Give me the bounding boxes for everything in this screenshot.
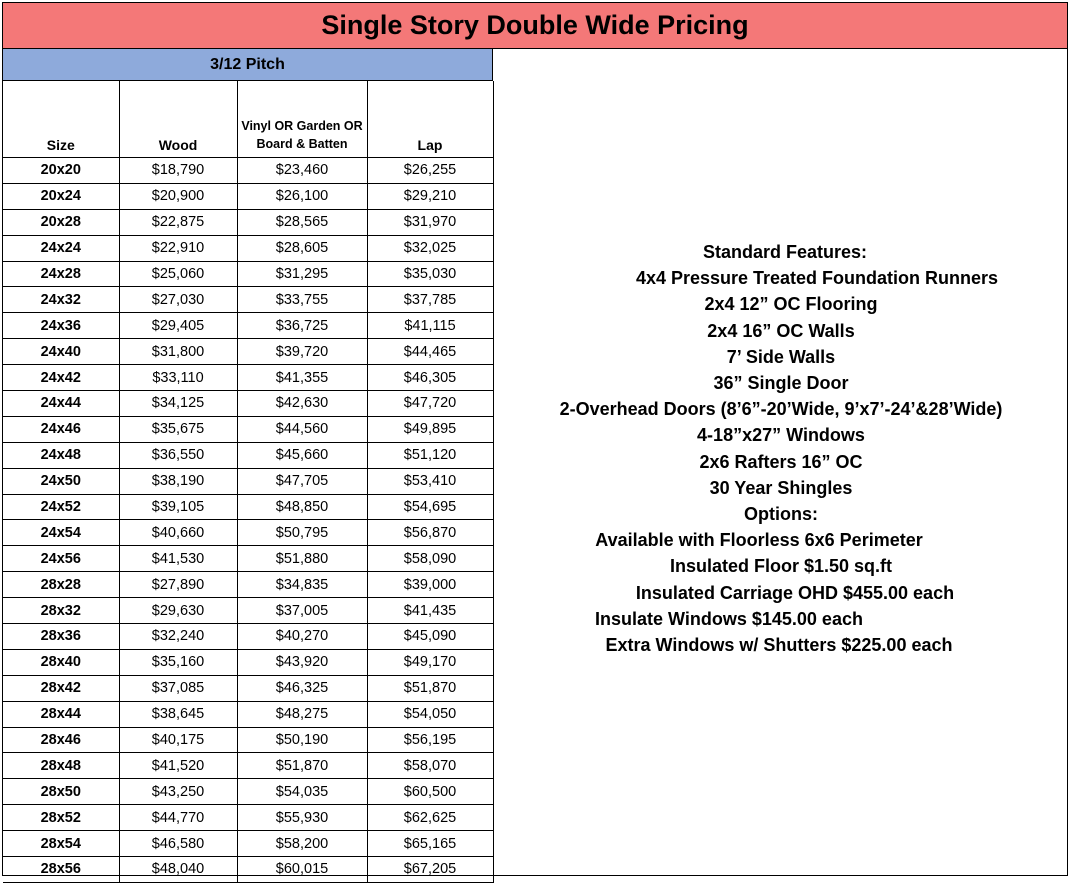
column-header-wood: Wood bbox=[119, 81, 237, 158]
feature-line: Insulate Windows $145.00 each bbox=[595, 608, 863, 629]
size-cell: 28x46 bbox=[3, 727, 119, 753]
size-cell: 24x44 bbox=[3, 391, 119, 417]
table-row bbox=[3, 158, 493, 184]
lap-price-cell: $56,870 bbox=[367, 520, 493, 546]
vinyl-price-cell: $28,565 bbox=[237, 209, 367, 235]
table-row bbox=[3, 701, 493, 727]
table-row bbox=[3, 649, 493, 675]
lap-price-cell: $37,785 bbox=[367, 287, 493, 313]
lap-price-cell: $46,305 bbox=[367, 365, 493, 391]
vinyl-price-cell: $33,755 bbox=[237, 287, 367, 313]
column-header-lap: Lap bbox=[367, 81, 493, 158]
table-row bbox=[3, 183, 493, 209]
vinyl-price-cell: $23,460 bbox=[237, 158, 367, 184]
page-title: Single Story Double Wide Pricing bbox=[3, 3, 1067, 49]
wood-price-cell: $31,800 bbox=[119, 339, 237, 365]
wood-price-cell: $33,110 bbox=[119, 365, 237, 391]
wood-price-cell: $38,645 bbox=[119, 701, 237, 727]
size-cell: 24x42 bbox=[3, 365, 119, 391]
vinyl-price-cell: $51,880 bbox=[237, 546, 367, 572]
wood-price-cell: $38,190 bbox=[119, 468, 237, 494]
lap-price-cell: $31,970 bbox=[367, 209, 493, 235]
feature-line: 7’ Side Walls bbox=[726, 346, 836, 367]
lap-price-cell: $49,895 bbox=[367, 416, 493, 442]
lap-price-cell: $29,210 bbox=[367, 183, 493, 209]
lap-price-cell: $41,435 bbox=[367, 598, 493, 624]
size-cell: 20x20 bbox=[3, 158, 119, 184]
lap-price-cell: $35,030 bbox=[367, 261, 493, 287]
vinyl-price-cell: $26,100 bbox=[237, 183, 367, 209]
vinyl-price-cell: $41,355 bbox=[237, 365, 367, 391]
size-cell: 28x28 bbox=[3, 572, 119, 598]
wood-price-cell: $41,520 bbox=[119, 753, 237, 779]
table-row bbox=[3, 287, 493, 313]
feature-line: Insulated Carriage OHD $455.00 each bbox=[635, 582, 955, 603]
column-header-vinyl-label: Vinyl OR Garden OR Board & Batten bbox=[241, 119, 363, 151]
table-row bbox=[3, 442, 493, 468]
table-row bbox=[3, 468, 493, 494]
feature-line: Available with Floorless 6x6 Perimeter bbox=[595, 530, 923, 551]
table-row bbox=[3, 416, 493, 442]
lap-price-cell: $58,070 bbox=[367, 753, 493, 779]
pricing-table-body bbox=[3, 158, 493, 883]
wood-price-cell: $43,250 bbox=[119, 779, 237, 805]
size-cell: 28x56 bbox=[3, 857, 119, 883]
wood-price-cell: $35,160 bbox=[119, 649, 237, 675]
lap-price-cell: $60,500 bbox=[367, 779, 493, 805]
wood-price-cell: $39,105 bbox=[119, 494, 237, 520]
size-cell: 24x54 bbox=[3, 520, 119, 546]
lap-price-cell: $32,025 bbox=[367, 235, 493, 261]
pricing-table bbox=[3, 81, 494, 883]
vinyl-price-cell: $28,605 bbox=[237, 235, 367, 261]
wood-price-cell: $20,900 bbox=[119, 183, 237, 209]
size-cell: 24x32 bbox=[3, 287, 119, 313]
wood-price-cell: $40,660 bbox=[119, 520, 237, 546]
wood-price-cell: $25,060 bbox=[119, 261, 237, 287]
wood-price-cell: $41,530 bbox=[119, 546, 237, 572]
size-cell: 24x40 bbox=[3, 339, 119, 365]
vinyl-price-cell: $43,920 bbox=[237, 649, 367, 675]
size-cell: 24x56 bbox=[3, 546, 119, 572]
size-cell: 20x24 bbox=[3, 183, 119, 209]
table-row bbox=[3, 857, 493, 883]
lap-price-cell: $51,120 bbox=[367, 442, 493, 468]
wood-price-cell: $27,030 bbox=[119, 287, 237, 313]
lap-price-cell: $67,205 bbox=[367, 857, 493, 883]
vinyl-price-cell: $39,720 bbox=[237, 339, 367, 365]
table-row bbox=[3, 365, 493, 391]
size-cell: 28x44 bbox=[3, 701, 119, 727]
lap-price-cell: $65,165 bbox=[367, 831, 493, 857]
wood-price-cell: $34,125 bbox=[119, 391, 237, 417]
table-row bbox=[3, 235, 493, 261]
wood-price-cell: $37,085 bbox=[119, 675, 237, 701]
lap-price-cell: $53,410 bbox=[367, 468, 493, 494]
features-panel bbox=[493, 239, 1069, 658]
lap-price-cell: $41,115 bbox=[367, 313, 493, 339]
lap-price-cell: $45,090 bbox=[367, 624, 493, 650]
vinyl-price-cell: $51,870 bbox=[237, 753, 367, 779]
size-cell: 24x36 bbox=[3, 313, 119, 339]
wood-price-cell: $27,890 bbox=[119, 572, 237, 598]
table-row bbox=[3, 313, 493, 339]
size-cell: 24x50 bbox=[3, 468, 119, 494]
size-cell: 24x24 bbox=[3, 235, 119, 261]
size-cell: 24x46 bbox=[3, 416, 119, 442]
wood-price-cell: $29,630 bbox=[119, 598, 237, 624]
lap-price-cell: $47,720 bbox=[367, 391, 493, 417]
vinyl-price-cell: $46,325 bbox=[237, 675, 367, 701]
pricing-sheet bbox=[2, 2, 1068, 876]
table-row bbox=[3, 339, 493, 365]
size-cell: 24x48 bbox=[3, 442, 119, 468]
vinyl-price-cell: $58,200 bbox=[237, 831, 367, 857]
feature-line: Insulated Floor $1.50 sq.ft bbox=[669, 556, 893, 577]
wood-price-cell: $40,175 bbox=[119, 727, 237, 753]
vinyl-price-cell: $42,630 bbox=[237, 391, 367, 417]
table-row bbox=[3, 831, 493, 857]
feature-line: 36” Single Door bbox=[713, 373, 849, 394]
size-cell: 28x42 bbox=[3, 675, 119, 701]
table-row bbox=[3, 805, 493, 831]
table-row bbox=[3, 494, 493, 520]
table-row bbox=[3, 753, 493, 779]
vinyl-price-cell: $54,035 bbox=[237, 779, 367, 805]
wood-price-cell: $44,770 bbox=[119, 805, 237, 831]
table-row bbox=[3, 520, 493, 546]
size-cell: 28x36 bbox=[3, 624, 119, 650]
wood-price-cell: $18,790 bbox=[119, 158, 237, 184]
vinyl-price-cell: $34,835 bbox=[237, 572, 367, 598]
table-row bbox=[3, 675, 493, 701]
vinyl-price-cell: $36,725 bbox=[237, 313, 367, 339]
table-row bbox=[3, 727, 493, 753]
pitch-header: 3/12 Pitch bbox=[3, 49, 493, 81]
wood-price-cell: $35,675 bbox=[119, 416, 237, 442]
size-cell: 28x48 bbox=[3, 753, 119, 779]
vinyl-price-cell: $31,295 bbox=[237, 261, 367, 287]
lap-price-cell: $54,050 bbox=[367, 701, 493, 727]
feature-line: Extra Windows w/ Shutters $225.00 each bbox=[605, 635, 953, 656]
table-row bbox=[3, 209, 493, 235]
vinyl-price-cell: $47,705 bbox=[237, 468, 367, 494]
vinyl-price-cell: $50,795 bbox=[237, 520, 367, 546]
size-cell: 28x50 bbox=[3, 779, 119, 805]
vinyl-price-cell: $48,275 bbox=[237, 701, 367, 727]
size-cell: 28x54 bbox=[3, 831, 119, 857]
size-cell: 28x32 bbox=[3, 598, 119, 624]
lap-price-cell: $39,000 bbox=[367, 572, 493, 598]
feature-line: 2x4 12” OC Flooring bbox=[704, 294, 878, 315]
lap-price-cell: $58,090 bbox=[367, 546, 493, 572]
vinyl-price-cell: $45,660 bbox=[237, 442, 367, 468]
feature-line: 2x6 Rafters 16” OC bbox=[699, 451, 863, 472]
column-header-size: Size bbox=[3, 81, 119, 158]
wood-price-cell: $29,405 bbox=[119, 313, 237, 339]
wood-price-cell: $22,875 bbox=[119, 209, 237, 235]
size-cell: 20x28 bbox=[3, 209, 119, 235]
size-cell: 28x40 bbox=[3, 649, 119, 675]
size-cell: 24x52 bbox=[3, 494, 119, 520]
vinyl-price-cell: $48,850 bbox=[237, 494, 367, 520]
size-cell: 28x52 bbox=[3, 805, 119, 831]
table-row bbox=[3, 546, 493, 572]
feature-line: 4-18”x27” Windows bbox=[697, 425, 865, 446]
vinyl-price-cell: $60,015 bbox=[237, 857, 367, 883]
lap-price-cell: $44,465 bbox=[367, 339, 493, 365]
vinyl-price-cell: $44,560 bbox=[237, 416, 367, 442]
lap-price-cell: $51,870 bbox=[367, 675, 493, 701]
size-cell: 24x28 bbox=[3, 261, 119, 287]
lap-price-cell: $54,695 bbox=[367, 494, 493, 520]
table-row bbox=[3, 261, 493, 287]
standard-features-heading: Standard Features: bbox=[702, 242, 868, 262]
vinyl-price-cell: $55,930 bbox=[237, 805, 367, 831]
column-header-vinyl bbox=[237, 81, 367, 158]
wood-price-cell: $32,240 bbox=[119, 624, 237, 650]
wood-price-cell: $48,040 bbox=[119, 857, 237, 883]
wood-price-cell: $36,550 bbox=[119, 442, 237, 468]
vinyl-price-cell: $37,005 bbox=[237, 598, 367, 624]
table-row bbox=[3, 572, 493, 598]
wood-price-cell: $22,910 bbox=[119, 235, 237, 261]
lap-price-cell: $49,170 bbox=[367, 649, 493, 675]
feature-line: 30 Year Shingles bbox=[709, 477, 853, 498]
options-heading: Options: bbox=[744, 504, 818, 525]
feature-line: 2x4 16” OC Walls bbox=[707, 320, 855, 341]
table-row bbox=[3, 391, 493, 417]
lap-price-cell: $56,195 bbox=[367, 727, 493, 753]
lap-price-cell: $26,255 bbox=[367, 158, 493, 184]
table-row bbox=[3, 779, 493, 805]
wood-price-cell: $46,580 bbox=[119, 831, 237, 857]
table-header-row bbox=[3, 81, 493, 158]
feature-line: 4x4 Pressure Treated Foundation Runners bbox=[635, 268, 999, 289]
vinyl-price-cell: $40,270 bbox=[237, 624, 367, 650]
lap-price-cell: $62,625 bbox=[367, 805, 493, 831]
feature-line: 2-Overhead Doors (8’6”-20’Wide, 9’x7’-24’&28’Wide) bbox=[559, 399, 1003, 420]
vinyl-price-cell: $50,190 bbox=[237, 727, 367, 753]
